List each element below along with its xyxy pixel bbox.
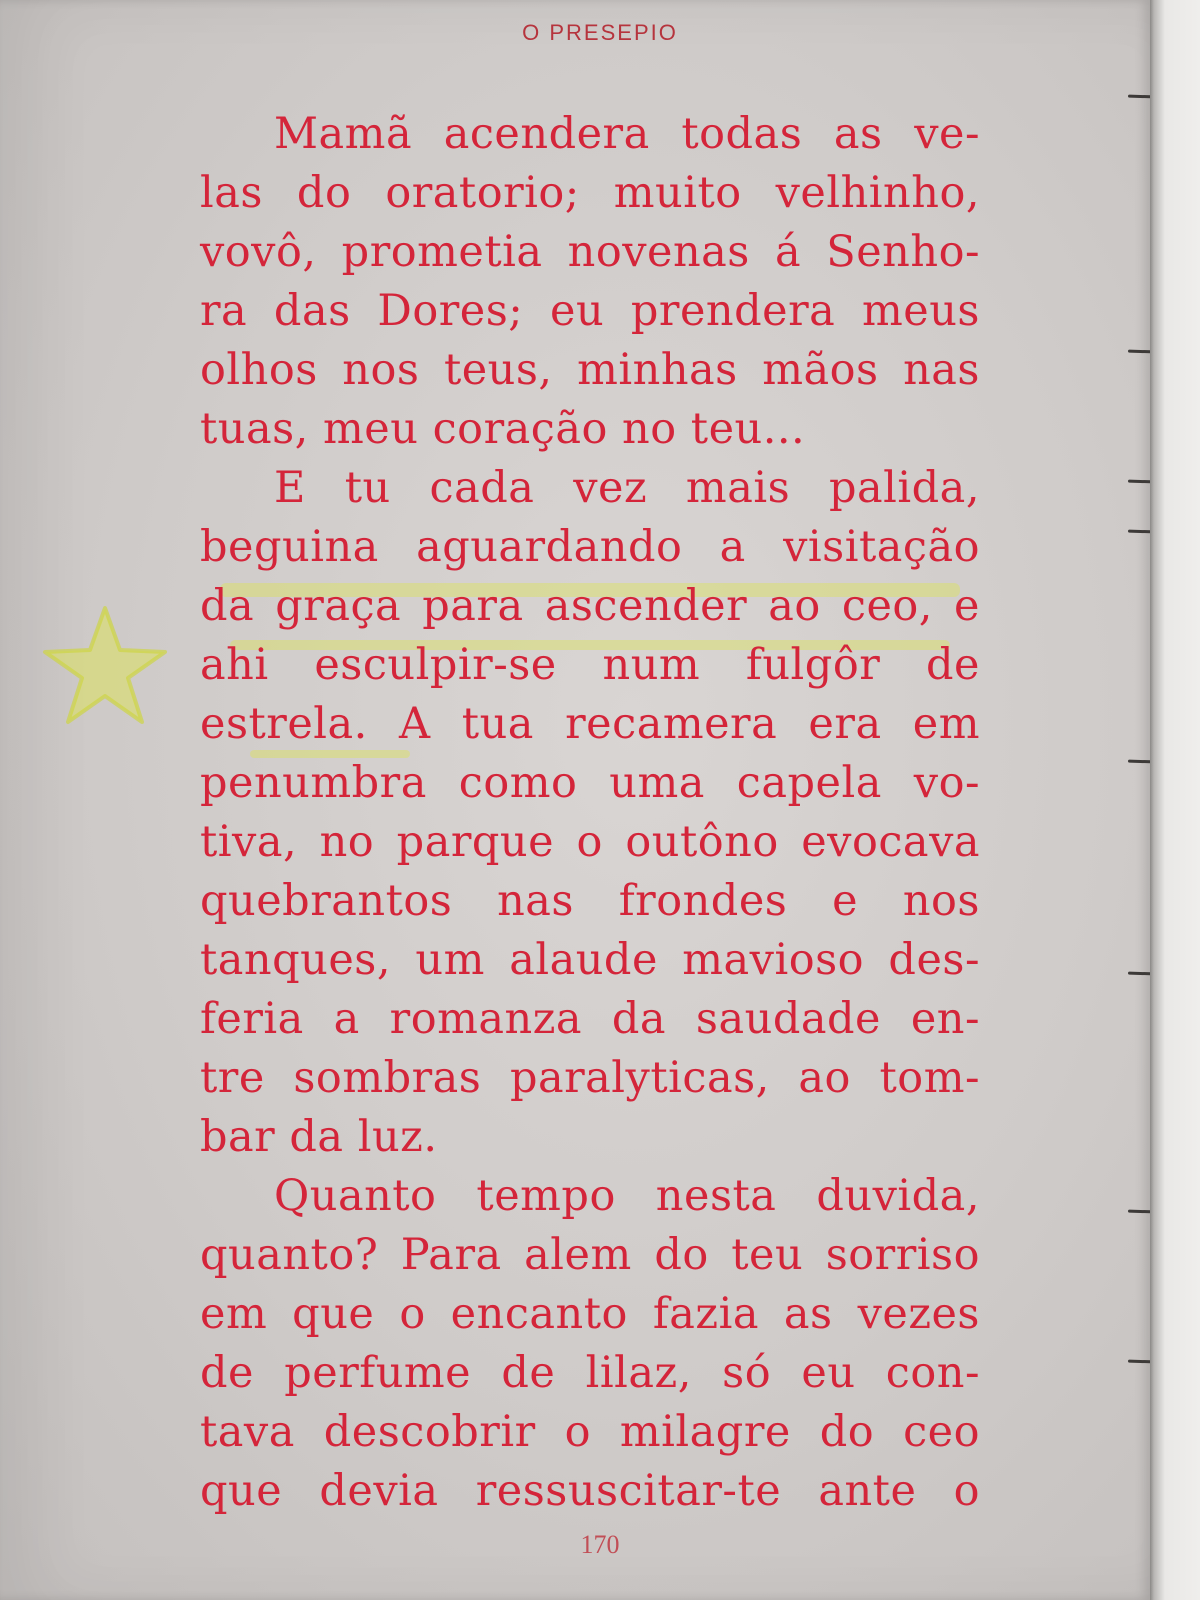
text-line: tiva, no parque o outôno evocava: [200, 817, 980, 867]
binding-stitch: [1128, 350, 1156, 354]
text-line: ra das Dores; eu prendera meus: [200, 286, 980, 336]
text-line: ahi esculpir-se num fulgôr de: [200, 640, 980, 690]
binding-stitch: [1128, 760, 1156, 764]
body-text: [200, 105, 980, 1521]
text-line: tuas, meu coração no teu...: [200, 404, 806, 454]
text-line: las do oratorio; muito velhinho,: [200, 168, 980, 218]
text-line: Quanto tempo nesta duvida,: [274, 1171, 980, 1221]
page-number: 170: [580, 1530, 620, 1559]
text-line: estrela. A tua recamera era em: [200, 699, 980, 749]
binding-stitch: [1128, 1210, 1156, 1214]
text-line: tanques, um alaude mavioso des-: [200, 935, 980, 985]
text-line: tava descobrir o milagre do ceo: [200, 1407, 980, 1457]
text-line: bar da luz.: [200, 1112, 438, 1162]
binding-stitch: [1128, 95, 1156, 99]
text-line: Mamã acendera todas as ve-: [274, 109, 980, 159]
text-line: que devia ressuscitar-te ante o: [200, 1466, 980, 1516]
binding-stitch: [1128, 972, 1156, 976]
text-line: da graça para ascender ao ceo, e: [200, 581, 980, 631]
text-line: de perfume de lilaz, só eu con-: [200, 1348, 980, 1398]
text-line: penumbra como uma capela vo-: [200, 758, 980, 808]
text-line: beguina aguardando a visitação: [200, 522, 980, 572]
text-line: feria a romanza da saudade en-: [200, 994, 980, 1044]
binding-stitch: [1128, 530, 1156, 534]
text-line: quebrantos nas frondes e nos: [200, 876, 980, 926]
text-line: vovô, prometia novenas á Senho-: [200, 227, 980, 277]
text-line: tre sombras paralyticas, ao tom-: [200, 1053, 980, 1103]
binding-stitch: [1128, 1360, 1156, 1364]
text-line: olhos nos teus, minhas mãos nas: [200, 345, 980, 395]
text-line: E tu cada vez mais palida,: [274, 463, 980, 513]
text-line: em que o encanto fazia as vezes: [200, 1289, 980, 1339]
highlighter-star-mark: [40, 600, 170, 730]
text-line: quanto? Para alem do teu sorriso: [200, 1230, 980, 1280]
running-head: O PRESEPIO: [522, 20, 678, 45]
binding-stitch: [1128, 480, 1156, 484]
